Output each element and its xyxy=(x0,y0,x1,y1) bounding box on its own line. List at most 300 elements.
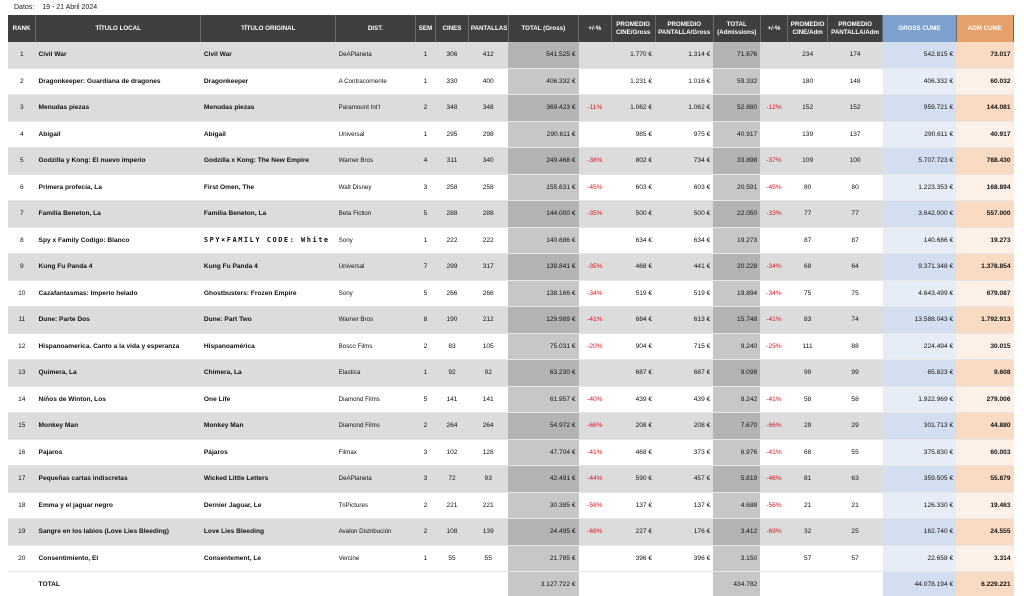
prom-pantalla-adm-cell: 55 xyxy=(828,439,883,466)
adm-cume-cell: 557.000 xyxy=(956,201,1013,228)
col-adm-cume-header[interactable]: ADM CUME xyxy=(956,15,1013,42)
dist-cell: Diamond Films xyxy=(336,386,416,413)
prom-pantalla-gross-cell: 396 € xyxy=(655,545,713,572)
prom-cine-gross-cell: 687 € xyxy=(611,360,655,387)
var-gross-cell: -45% xyxy=(579,174,612,201)
rank-cell: 6 xyxy=(8,174,36,201)
pantallas-cell: 141 xyxy=(468,386,508,413)
var-gross-cell xyxy=(579,68,612,95)
titulo-original-cell: Hispanoamérica xyxy=(201,333,336,360)
titulo-local-cell: Menudas piezas xyxy=(36,95,201,122)
titulo-original-cell: Dragonkeeper xyxy=(201,68,336,95)
prom-pantalla-adm-cell: 174 xyxy=(828,42,883,68)
gross-cume-cell: 9.371.348 € xyxy=(883,254,956,281)
var-adm-cell: -66% xyxy=(760,413,788,440)
table-row[interactable] xyxy=(8,360,1014,387)
sem-cell: 4 xyxy=(415,148,435,175)
pantallas-cell: 105 xyxy=(468,333,508,360)
cines-cell: 72 xyxy=(436,466,469,493)
sem-cell: 5 xyxy=(415,386,435,413)
titulo-original-cell: Godzilla x Kong: The New Empire xyxy=(201,148,336,175)
prom-pantalla-adm-cell: 87 xyxy=(828,227,883,254)
col-prom-cine-adm-header[interactable]: PROMEDIO CINE/Adm xyxy=(788,15,828,42)
prom-pantalla-adm-cell: 80 xyxy=(828,174,883,201)
gross-cume-cell: 1.223.353 € xyxy=(883,174,956,201)
total-gross-cell: 138.166 € xyxy=(508,280,578,307)
titulo-original-cell xyxy=(201,227,336,254)
dist-cell: Universal xyxy=(336,121,416,148)
table-body xyxy=(8,42,1014,596)
prom-cine-adm-cell: 180 xyxy=(788,68,828,95)
table-row[interactable] xyxy=(8,413,1014,440)
col-titulo-local-header[interactable]: TÍTULO LOCAL xyxy=(36,15,201,42)
table-row[interactable] xyxy=(8,95,1014,122)
var-adm-cell: -69% xyxy=(760,519,788,546)
var-gross-cell: -11% xyxy=(579,95,612,122)
total-adm-cell: 5.819 xyxy=(713,466,760,493)
total-adm-cell: 59.332 xyxy=(713,68,760,95)
gross-cume-cell: 375.830 € xyxy=(883,439,956,466)
titulo-local-cell: Emma y el jaguar negro xyxy=(36,492,201,519)
total-gross-cell: 369.423 € xyxy=(508,95,578,122)
prom-pantalla-gross-cell: 519 € xyxy=(655,280,713,307)
rank-cell: 12 xyxy=(8,333,36,360)
total-empty-cell xyxy=(436,572,469,596)
rank-cell: 20 xyxy=(8,545,36,572)
total-adm-cell: 6.976 xyxy=(713,439,760,466)
prom-pantalla-adm-cell: 75 xyxy=(828,280,883,307)
col-total-gross-header[interactable]: TOTAL (Gross) xyxy=(508,15,578,42)
adm-cume-cell: 55.879 xyxy=(956,466,1013,493)
dist-cell: Universal xyxy=(336,254,416,281)
table-row[interactable] xyxy=(8,333,1014,360)
adm-cume-cell: 73.017 xyxy=(956,42,1013,68)
sem-cell: 1 xyxy=(415,68,435,95)
titulo-original-cell: Ghostbusters: Frozen Empire xyxy=(201,280,336,307)
prom-cine-adm-cell: 234 xyxy=(788,42,828,68)
total-adm-cell: 20.591 xyxy=(713,174,760,201)
rank-cell: 3 xyxy=(8,95,36,122)
total-adm-cell: 19.894 xyxy=(713,280,760,307)
pantallas-cell: 212 xyxy=(468,307,508,334)
var-adm-cell xyxy=(760,42,788,68)
titulo-original-cell: Dune: Part Two xyxy=(201,307,336,334)
gross-cume-cell: 542.815 € xyxy=(883,42,956,68)
total-empty-cell xyxy=(655,572,713,596)
prom-cine-adm-cell: 57 xyxy=(788,545,828,572)
pantallas-cell: 222 xyxy=(468,227,508,254)
header-row xyxy=(8,15,1014,42)
titulo-original-cell: Familia Beneton, La xyxy=(201,201,336,228)
pantallas-cell: 93 xyxy=(468,466,508,493)
total-gross-cell: 21.785 € xyxy=(508,545,578,572)
dist-cell: Sony xyxy=(336,280,416,307)
titulo-original-cell: Consentement, Le xyxy=(201,545,336,572)
total-gross-cell: 42.491 € xyxy=(508,466,578,493)
adm-cume-cell: 24.555 xyxy=(956,519,1013,546)
total-empty-cell xyxy=(579,572,612,596)
var-adm-cell: -46% xyxy=(760,466,788,493)
var-gross-cell: -41% xyxy=(579,439,612,466)
table-row[interactable] xyxy=(8,545,1014,572)
var-adm-cell xyxy=(760,227,788,254)
total-row xyxy=(8,572,1014,596)
pantallas-cell: 298 xyxy=(468,121,508,148)
sem-cell: 2 xyxy=(415,519,435,546)
col-prom-pantalla-adm-header[interactable]: PROMEDIO PANTALLA/Adm xyxy=(828,15,883,42)
prom-cine-adm-cell: 68 xyxy=(788,254,828,281)
total-adm-cell: 9.098 xyxy=(713,360,760,387)
total-gross-cell: 155.631 € xyxy=(508,174,578,201)
var-adm-cell: -34% xyxy=(760,280,788,307)
col-rank-header[interactable]: RANK xyxy=(8,15,36,42)
prom-cine-adm-cell: 32 xyxy=(788,519,828,546)
cines-cell: 222 xyxy=(436,227,469,254)
total-adm-cell: 3.412 xyxy=(713,519,760,546)
table-row[interactable] xyxy=(8,254,1014,281)
table-row[interactable] xyxy=(8,439,1014,466)
prom-pantalla-gross-cell: 975 € xyxy=(655,121,713,148)
col-sem-header[interactable]: SEM xyxy=(415,15,435,42)
pantallas-cell: 348 xyxy=(468,95,508,122)
table-row[interactable] xyxy=(8,42,1014,68)
total-empty-cell xyxy=(611,572,655,596)
cines-cell: 55 xyxy=(436,545,469,572)
cines-cell: 311 xyxy=(436,148,469,175)
prom-pantalla-gross-cell: 1.314 € xyxy=(655,42,713,68)
var-gross-cell: -69% xyxy=(579,519,612,546)
sem-cell: 1 xyxy=(415,227,435,254)
col-gross-cume-header[interactable]: GROSS CUME xyxy=(883,15,956,42)
rank-cell: 8 xyxy=(8,227,36,254)
total-adm-cell: 7.670 xyxy=(713,413,760,440)
rank-cell: 1 xyxy=(8,42,36,68)
cines-cell: 348 xyxy=(436,95,469,122)
var-adm-cell: -37% xyxy=(760,148,788,175)
titulo-original-cell: Monkey Man xyxy=(201,413,336,440)
total-adm-cell: 40.917 xyxy=(713,121,760,148)
cines-cell: 299 xyxy=(436,254,469,281)
sem-cell: 1 xyxy=(415,121,435,148)
table-row[interactable] xyxy=(8,174,1014,201)
rank-cell: 16 xyxy=(8,439,36,466)
total-adm-cell: 4.688 xyxy=(713,492,760,519)
gross-cume-cell: 5.707.723 € xyxy=(883,148,956,175)
titulo-original-cell: Chimera, La xyxy=(201,360,336,387)
var-adm-cell xyxy=(760,121,788,148)
total-empty-cell xyxy=(760,572,788,596)
dist-cell: A Contracorriente xyxy=(336,68,416,95)
titulo-local-cell: Niños de Winton, Los xyxy=(36,386,201,413)
pantallas-cell: 340 xyxy=(468,148,508,175)
table-row[interactable] xyxy=(8,201,1014,228)
gross-cume-cell: 140.686 € xyxy=(883,227,956,254)
var-gross-cell xyxy=(579,360,612,387)
sem-cell: 3 xyxy=(415,466,435,493)
prom-pantalla-adm-cell: 77 xyxy=(828,201,883,228)
dist-cell: Bosco Films xyxy=(336,333,416,360)
total-gross-cell: 406.332 € xyxy=(508,68,578,95)
col-pantallas-header[interactable]: PANTALLAS xyxy=(468,15,508,42)
table-row[interactable] xyxy=(8,492,1014,519)
prom-cine-adm-cell: 77 xyxy=(788,201,828,228)
titulo-local-cell: Godzilla y Kong: El nuevo imperio xyxy=(36,148,201,175)
prom-cine-gross-cell: 396 € xyxy=(611,545,655,572)
col-cines-header[interactable]: CINES xyxy=(436,15,469,42)
titulo-local-cell: Dune: Parte Dos xyxy=(36,307,201,334)
dist-cell: Sony xyxy=(336,227,416,254)
col-prom-cine-gross-header[interactable]: PROMEDIO CINE/Gross xyxy=(611,15,655,42)
adm-cume-cell: 40.917 xyxy=(956,121,1013,148)
cines-cell: 190 xyxy=(436,307,469,334)
dist-cell: Warner Bros xyxy=(336,307,416,334)
prom-cine-gross-cell: 468 € xyxy=(611,439,655,466)
prom-pantalla-gross-cell: 439 € xyxy=(655,386,713,413)
prom-cine-adm-cell: 81 xyxy=(788,466,828,493)
var-gross-cell xyxy=(579,545,612,572)
total-gross-cell: 290.611 € xyxy=(508,121,578,148)
sem-cell: 8 xyxy=(415,307,435,334)
total-adm-cell: 15.748 xyxy=(713,307,760,334)
var-gross-cell: -58% xyxy=(579,492,612,519)
titulo-original-cell: One Life xyxy=(201,386,336,413)
pantallas-cell: 92 xyxy=(468,360,508,387)
gross-cume-cell: 126.330 € xyxy=(883,492,956,519)
prom-pantalla-adm-cell: 100 xyxy=(828,148,883,175)
titulo-local-cell: Civil War xyxy=(36,42,201,68)
prom-pantalla-gross-cell: 687 € xyxy=(655,360,713,387)
prom-pantalla-adm-cell: 148 xyxy=(828,68,883,95)
table-row[interactable] xyxy=(8,466,1014,493)
table-row[interactable] xyxy=(8,307,1014,334)
total-empty-cell xyxy=(415,572,435,596)
col-dist-header[interactable]: DIST. xyxy=(336,15,416,42)
prom-cine-gross-cell: 684 € xyxy=(611,307,655,334)
titulo-local-cell: Pequeñas cartas indiscretas xyxy=(36,466,201,493)
titulo-local-cell: Sangre en los labios (Love Lies Bleeding) xyxy=(36,519,201,546)
table-row[interactable] xyxy=(8,519,1014,546)
prom-pantalla-adm-cell: 152 xyxy=(828,95,883,122)
prom-pantalla-adm-cell: 99 xyxy=(828,360,883,387)
total-gross-cell: 75.031 € xyxy=(508,333,578,360)
pantallas-cell: 412 xyxy=(468,42,508,68)
adm-cume-cell: 60.032 xyxy=(956,68,1013,95)
prom-cine-gross-cell: 1.062 € xyxy=(611,95,655,122)
sem-cell: 2 xyxy=(415,333,435,360)
gross-cume-cell: 65.823 € xyxy=(883,360,956,387)
prom-cine-gross-cell: 519 € xyxy=(611,280,655,307)
prom-cine-gross-cell: 1.770 € xyxy=(611,42,655,68)
adm-cume-cell: 1.378.854 xyxy=(956,254,1013,281)
total-adm-cell: 52.880 xyxy=(713,95,760,122)
prom-pantalla-gross-cell: 1.062 € xyxy=(655,95,713,122)
var-gross-cell: -34% xyxy=(579,280,612,307)
total-gross-cume: 44.078.194 € xyxy=(883,572,956,596)
var-adm-cell: -12% xyxy=(760,95,788,122)
prom-pantalla-gross-cell: 634 € xyxy=(655,227,713,254)
total-gross-cell: 541.525 € xyxy=(508,42,578,68)
adm-cume-cell: 30.015 xyxy=(956,333,1013,360)
col-var-gross-header[interactable]: +/-% xyxy=(579,15,612,42)
prom-pantalla-gross-cell: 1.016 € xyxy=(655,68,713,95)
sem-cell: 1 xyxy=(415,545,435,572)
var-adm-cell xyxy=(760,68,788,95)
gross-cume-cell: 224.494 € xyxy=(883,333,956,360)
prom-cine-gross-cell: 137 € xyxy=(611,492,655,519)
prom-pantalla-gross-cell: 715 € xyxy=(655,333,713,360)
sem-cell: 7 xyxy=(415,254,435,281)
prom-pantalla-adm-cell: 137 xyxy=(828,121,883,148)
cines-cell: 108 xyxy=(436,519,469,546)
prom-cine-gross-cell: 208 € xyxy=(611,413,655,440)
adm-cume-cell: 44.880 xyxy=(956,413,1013,440)
sem-cell: 3 xyxy=(415,439,435,466)
col-var-adm-header[interactable]: +/-% xyxy=(760,15,788,42)
var-gross-cell: -35% xyxy=(579,201,612,228)
titulo-original-cell: Abigail xyxy=(201,121,336,148)
var-gross-cell: -20% xyxy=(579,333,612,360)
rank-cell: 9 xyxy=(8,254,36,281)
table-row[interactable] xyxy=(8,280,1014,307)
prom-cine-adm-cell: 58 xyxy=(788,386,828,413)
var-gross-cell: -66% xyxy=(579,413,612,440)
table-row[interactable] xyxy=(8,121,1014,148)
prom-cine-adm-cell: 87 xyxy=(788,227,828,254)
adm-cume-cell: 679.087 xyxy=(956,280,1013,307)
prom-cine-adm-cell: 111 xyxy=(788,333,828,360)
dist-cell: Filmax xyxy=(336,439,416,466)
cines-cell: 264 xyxy=(436,413,469,440)
rank-cell: 2 xyxy=(8,68,36,95)
table-row[interactable] xyxy=(8,227,1014,254)
total-empty-cell xyxy=(468,572,508,596)
prom-cine-gross-cell: 500 € xyxy=(611,201,655,228)
dist-cell: DeAPlaneta xyxy=(336,42,416,68)
var-adm-cell: -25% xyxy=(760,333,788,360)
sem-cell: 2 xyxy=(415,413,435,440)
cines-cell: 306 xyxy=(436,42,469,68)
titulo-local-cell: Consentimiento, El xyxy=(36,545,201,572)
total-adm-cell: 22.050 xyxy=(713,201,760,228)
prom-pantalla-gross-cell: 137 € xyxy=(655,492,713,519)
total-adm-cell: 33.898 xyxy=(713,148,760,175)
titulo-local-cell: Familia Beneton, La xyxy=(36,201,201,228)
var-adm-cell: -41% xyxy=(760,386,788,413)
pantallas-cell: 266 xyxy=(468,280,508,307)
gross-cume-cell: 959.721 € xyxy=(883,95,956,122)
prom-pantalla-gross-cell: 734 € xyxy=(655,148,713,175)
prom-cine-adm-cell: 29 xyxy=(788,413,828,440)
prom-cine-gross-cell: 590 € xyxy=(611,466,655,493)
total-empty-cell xyxy=(788,572,828,596)
total-gross-cell: 140.686 € xyxy=(508,227,578,254)
var-adm-cell: -45% xyxy=(760,174,788,201)
gross-cume-cell: 4.643.499 € xyxy=(883,280,956,307)
pantallas-cell: 128 xyxy=(468,439,508,466)
titulo-original-cell: Dernier Jaguar, Le xyxy=(201,492,336,519)
titulo-local-cell: Monkey Man xyxy=(36,413,201,440)
prom-pantalla-adm-cell: 58 xyxy=(828,386,883,413)
var-gross-cell: -40% xyxy=(579,386,612,413)
var-gross-cell xyxy=(579,227,612,254)
prom-pantalla-adm-cell: 57 xyxy=(828,545,883,572)
total-gross-sum: 3.127.722 € xyxy=(508,572,578,596)
var-gross-cell xyxy=(579,121,612,148)
table-row[interactable] xyxy=(8,386,1014,413)
total-adm-cell: 3.150 xyxy=(713,545,760,572)
titulo-local-cell: Pajaros xyxy=(36,439,201,466)
cines-cell: 288 xyxy=(436,201,469,228)
titulo-local-cell: Abigail xyxy=(36,121,201,148)
cines-cell: 258 xyxy=(436,174,469,201)
total-adm-cell: 19.273 xyxy=(713,227,760,254)
gross-cume-cell: 1.922.969 € xyxy=(883,386,956,413)
adm-cume-cell: 1.792.913 xyxy=(956,307,1013,334)
prom-cine-adm-cell: 21 xyxy=(788,492,828,519)
rank-cell: 7 xyxy=(8,201,36,228)
pantallas-cell: 288 xyxy=(468,201,508,228)
prom-cine-adm-cell: 75 xyxy=(788,280,828,307)
titulo-original-cell: Pájaros xyxy=(201,439,336,466)
adm-cume-cell: 9.608 xyxy=(956,360,1013,387)
prom-cine-gross-cell: 227 € xyxy=(611,519,655,546)
prom-cine-adm-cell: 83 xyxy=(788,307,828,334)
adm-cume-cell: 279.006 xyxy=(956,386,1013,413)
rank-cell: 4 xyxy=(8,121,36,148)
rank-cell: 17 xyxy=(8,466,36,493)
total-adm-cume: 6.229.221 xyxy=(956,572,1013,596)
total-label: TOTAL xyxy=(36,572,201,596)
gross-cume-cell: 3.642.000 € xyxy=(883,201,956,228)
var-adm-cell: -56% xyxy=(760,492,788,519)
col-prom-pantalla-gross-header[interactable]: PROMEDIO PANTALLA/Gross xyxy=(655,15,713,42)
total-gross-cell: 63.230 € xyxy=(508,360,578,387)
sem-cell: 2 xyxy=(415,492,435,519)
prom-pantalla-gross-cell: 441 € xyxy=(655,254,713,281)
prom-pantalla-adm-cell: 88 xyxy=(828,333,883,360)
table-row[interactable] xyxy=(8,148,1014,175)
col-total-adm-header[interactable]: TOTAL (Admissions) xyxy=(713,15,760,42)
titulo-local-cell: Quimera, La xyxy=(36,360,201,387)
sem-cell: 5 xyxy=(415,280,435,307)
var-gross-cell: -41% xyxy=(579,307,612,334)
sem-cell: 3 xyxy=(415,174,435,201)
col-titulo-original-header[interactable]: TÍTULO ORIGINAL xyxy=(201,15,336,42)
gross-cume-cell: 301.713 € xyxy=(883,413,956,440)
titulo-original-cell: Menudas piezas xyxy=(201,95,336,122)
var-adm-cell xyxy=(760,360,788,387)
total-gross-cell: 54.972 € xyxy=(508,413,578,440)
dist-cell: Beta Fiction xyxy=(336,201,416,228)
titulo-original-cell: Wicked Little Letters xyxy=(201,466,336,493)
dist-cell: Diamond Films xyxy=(336,413,416,440)
pantallas-cell: 317 xyxy=(468,254,508,281)
dist-cell: Vercine xyxy=(336,545,416,572)
titulo-original-cell: First Omen, The xyxy=(201,174,336,201)
gross-cume-cell: 290.611 € xyxy=(883,121,956,148)
pantallas-cell: 258 xyxy=(468,174,508,201)
table-row[interactable] xyxy=(8,68,1014,95)
total-gross-cell: 249.468 € xyxy=(508,148,578,175)
var-gross-cell: -38% xyxy=(579,148,612,175)
total-empty-cell xyxy=(8,572,36,596)
prom-cine-gross-cell: 603 € xyxy=(611,174,655,201)
dist-cell: Elastica xyxy=(336,360,416,387)
cines-cell: 295 xyxy=(436,121,469,148)
prom-cine-gross-cell: 468 € xyxy=(611,254,655,281)
cines-cell: 102 xyxy=(436,439,469,466)
gross-cume-cell: 406.332 € xyxy=(883,68,956,95)
